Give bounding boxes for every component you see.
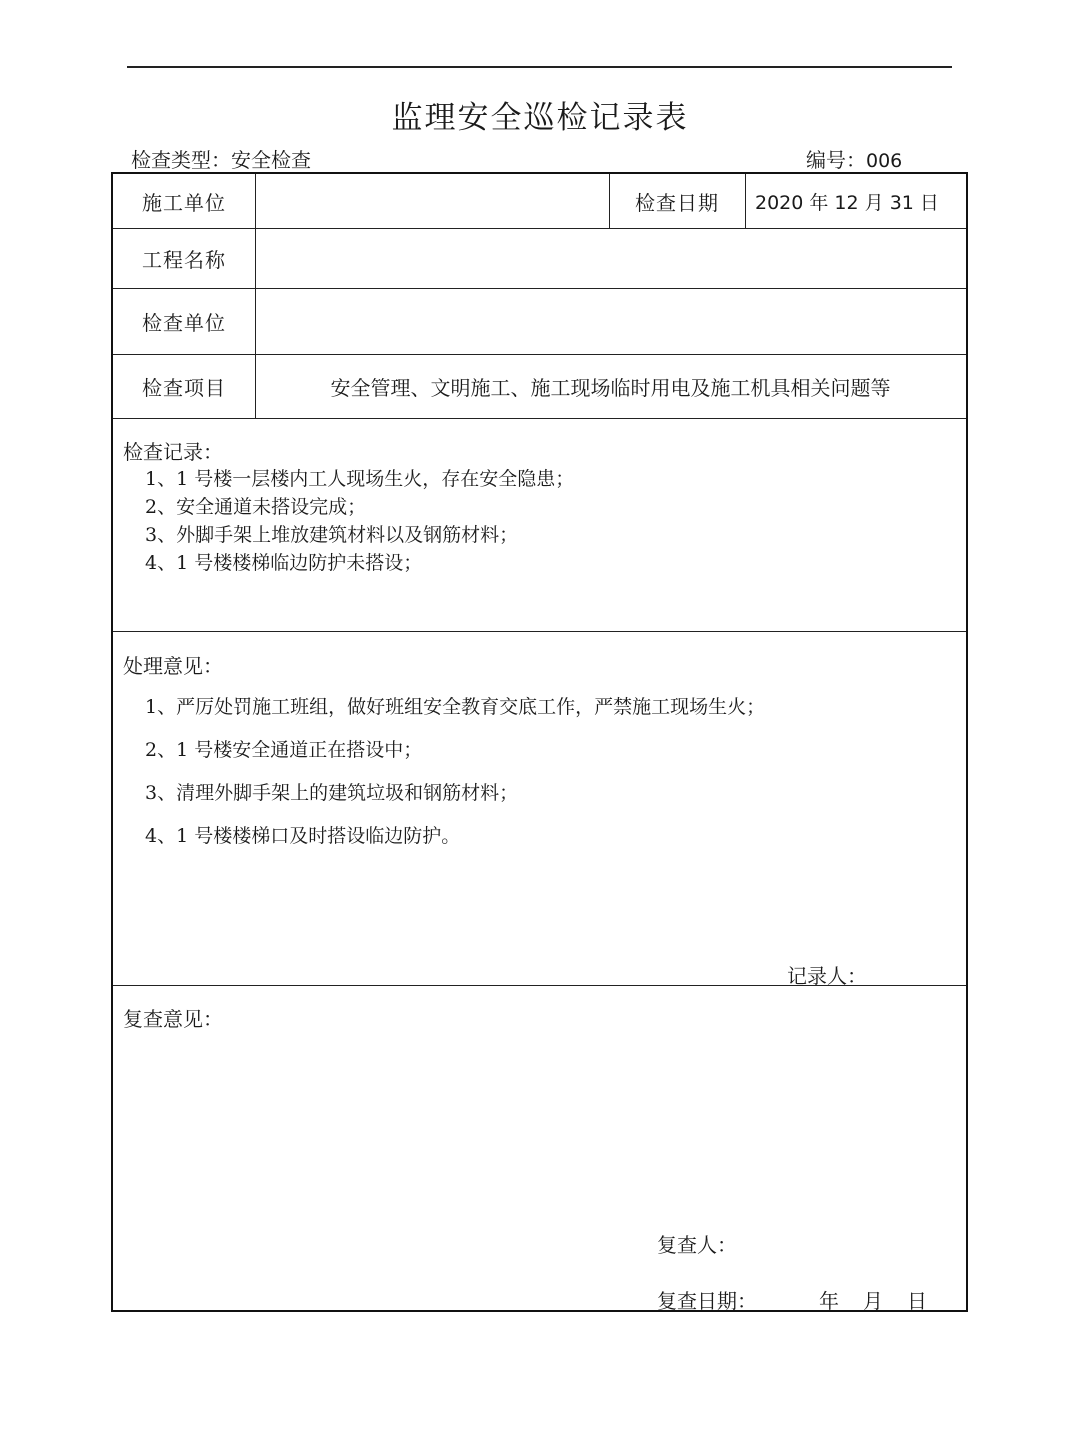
- project-name-label: 工程名称: [142, 247, 226, 272]
- inspection-type: 检查类型：安全检查: [131, 148, 311, 172]
- record-item: 3、外脚手架上堆放建筑材料以及钢筋材料；: [145, 524, 519, 546]
- handling-item: 3、清理外脚手架上的建筑垃圾和钢筋材料；: [145, 782, 519, 804]
- handling-item: 1、严厉处罚施工班组，做好班组安全教育交底工作，严禁施工现场生火；: [145, 696, 766, 718]
- serial-number: [806, 144, 902, 173]
- review-opinion-title: 复查意见：: [123, 1007, 223, 1031]
- review-date-label: 复查日期：: [657, 1289, 757, 1313]
- recorder-label: 记录人：: [787, 964, 867, 988]
- inspection-record-title: 检查记录：: [123, 440, 223, 464]
- handling-item: 4、1 号楼楼梯口及时搭设临边防护。: [145, 825, 461, 847]
- record-item: 4、1 号楼楼梯临边防护未搭设；: [145, 552, 423, 574]
- construction-unit-field[interactable]: [255, 174, 609, 228]
- reviewer-label: 复查人：: [657, 1233, 737, 1257]
- review-month-label: 月: [863, 1289, 883, 1313]
- handling-opinion-title: 处理意见：: [123, 654, 223, 678]
- serial-value: 006: [866, 150, 903, 172]
- page-title: 监理安全巡检记录表: [391, 100, 689, 136]
- record-item: 1、1 号楼一层楼内工人现场生火，存在安全隐患；: [145, 468, 575, 490]
- construction-unit-label: 施工单位: [142, 190, 226, 215]
- header-rule: [127, 66, 952, 68]
- inspection-items-value: 安全管理、文明施工、施工现场临时用电及施工机具相关问题等: [330, 375, 891, 400]
- inspection-form: [111, 172, 968, 1312]
- inspection-unit-field[interactable]: [255, 288, 966, 354]
- inspection-items-label: 检查项目: [142, 375, 226, 400]
- review-day-label: 日: [907, 1289, 927, 1313]
- row-divider: [113, 631, 966, 632]
- inspection-date-value: 2020 年 12 月 31 日: [755, 191, 939, 214]
- serial-label: 编号：: [806, 148, 866, 172]
- row-divider: [113, 418, 966, 419]
- review-year-label: 年: [819, 1289, 839, 1313]
- inspection-date-label: 检查日期: [635, 190, 719, 215]
- record-item: 2、安全通道未搭设完成；: [145, 496, 367, 518]
- project-name-field[interactable]: [255, 228, 966, 288]
- inspection-unit-label: 检查单位: [142, 310, 226, 335]
- handling-item: 2、1 号楼安全通道正在搭设中；: [145, 739, 423, 761]
